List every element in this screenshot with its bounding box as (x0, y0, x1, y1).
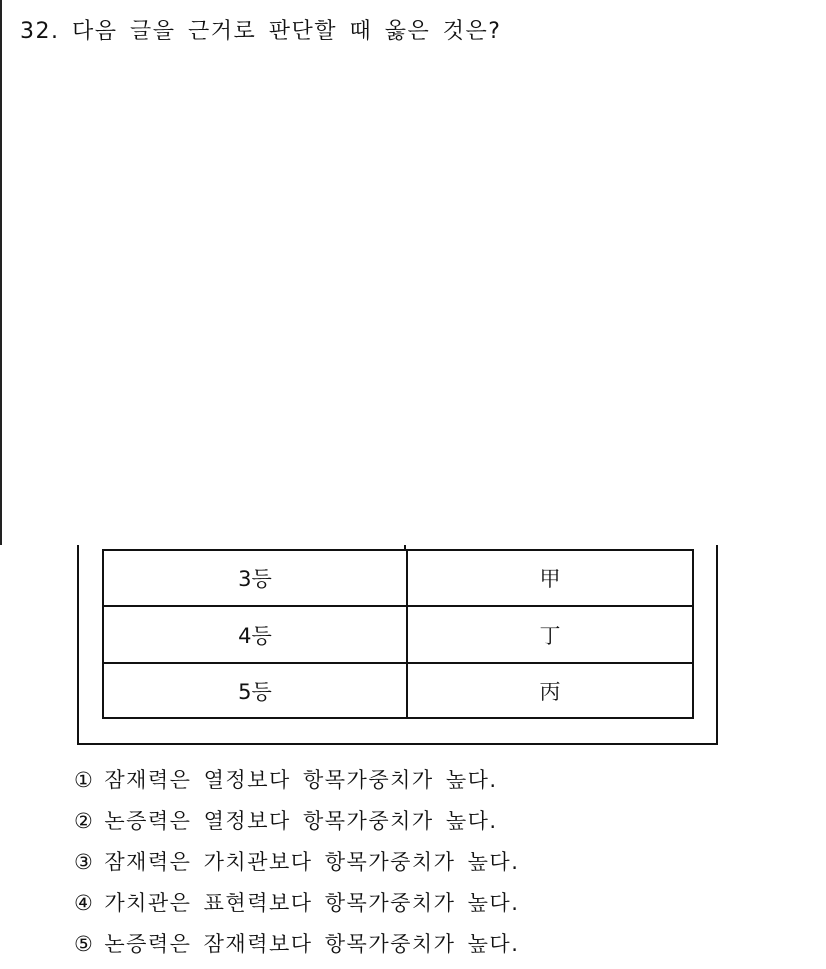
name-cell: 丙 (407, 663, 693, 718)
question-title: 32. 다음 글을 근거로 판단할 때 옳은 것은? (20, 19, 502, 44)
passage-box-bottom-border (77, 743, 718, 745)
name-cell: 甲 (407, 550, 693, 606)
table-row (103, 550, 693, 606)
choice-text: 잠재력은 열정보다 항목가중치가 높다. (104, 768, 498, 792)
answer-choice-2[interactable] (74, 805, 519, 846)
name-cell: 丁 (407, 606, 693, 663)
choice-text: 논증력은 잠재력보다 항목가중치가 높다. (104, 932, 520, 956)
answer-choice-3[interactable] (74, 846, 519, 887)
choice-number: ⑤ (74, 932, 95, 956)
ranking-table (102, 549, 694, 719)
answer-choice-5[interactable] (74, 928, 519, 969)
choice-number: ④ (74, 891, 95, 915)
table-row (103, 663, 693, 718)
answer-choices (74, 764, 519, 969)
choice-text: 논증력은 열정보다 항목가중치가 높다. (104, 809, 498, 833)
choice-number: ③ (74, 850, 95, 874)
passage-box-right-border (716, 545, 718, 745)
answer-choice-1[interactable] (74, 764, 519, 805)
answer-choice-4[interactable] (74, 887, 519, 928)
table-row (103, 606, 693, 663)
choice-text: 가치관은 표현력보다 항목가중치가 높다. (104, 891, 520, 915)
choice-text: 잠재력은 가치관보다 항목가중치가 높다. (104, 850, 520, 874)
rank-cell: 4등 (103, 606, 407, 663)
rank-cell: 5등 (103, 663, 407, 718)
page-left-rule (0, 0, 2, 545)
passage-box-left-border (77, 545, 79, 745)
rank-cell: 3등 (103, 550, 407, 606)
choice-number: ② (74, 809, 95, 833)
choice-number: ① (74, 768, 95, 792)
